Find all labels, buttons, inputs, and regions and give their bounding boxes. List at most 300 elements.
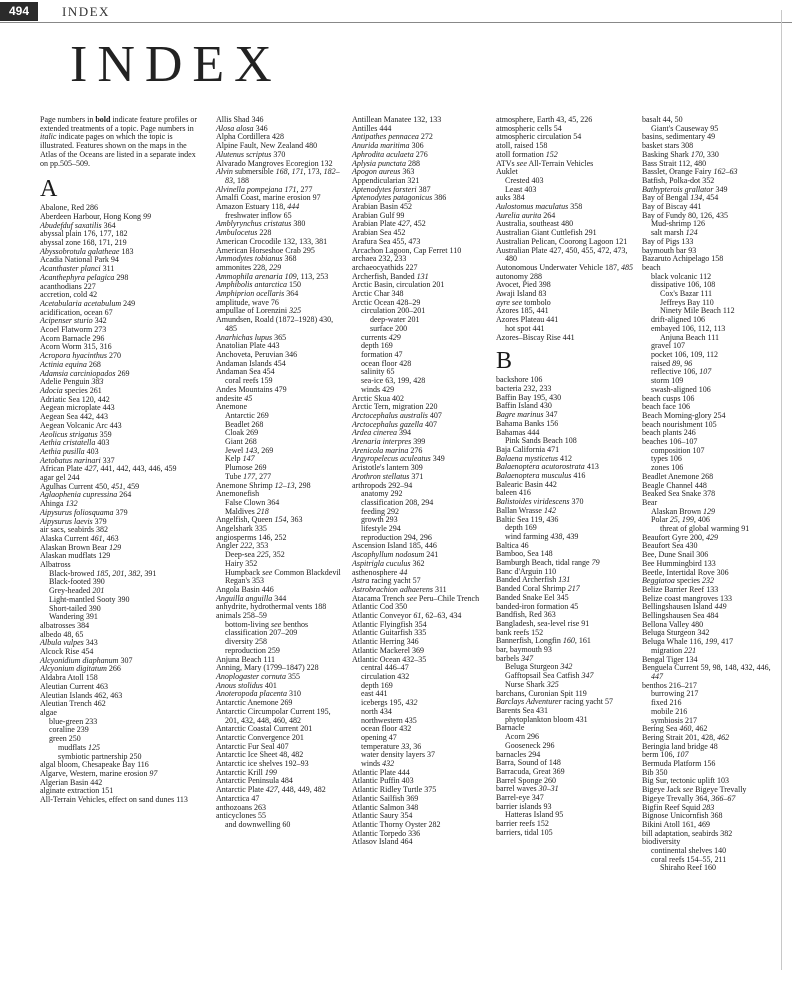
index-subentry: Hairy 352 (225, 558, 258, 568)
index-entry: Antarctic Anemone 269 (216, 698, 293, 708)
index-entry: Acanthaster planci 311 (40, 264, 115, 274)
index-entry: African Plate 427, 441, 442, 443, 446, 459 (40, 464, 177, 474)
index-entry: Bellona Valley 480 (642, 619, 704, 629)
index-entry: Acadia National Park 94 (40, 255, 119, 265)
index-entry: barchans, Curonian Spit 119 (496, 688, 587, 698)
index-entry: Bermuda Platform 156 (642, 759, 716, 769)
index-entry: Atlantic Herring 346 (352, 637, 419, 647)
index-entry: Baltica 46 (496, 540, 529, 550)
index-entry: benthos 216–217 (642, 680, 697, 690)
index-entry: Bazaruto Achipelago 158 (642, 254, 724, 264)
index-entry: Adriatic Sea 120, 442 (40, 394, 110, 404)
index-entry: Albula vulpes 343 (40, 638, 98, 648)
index-entry: Atlantic Thorny Oyster 282 (352, 819, 441, 829)
index-subentry: sea-ice 63, 199, 428 (361, 376, 426, 386)
index-entry: Ammophila arenaria 109, 113, 253 (216, 271, 329, 281)
index-subentry: and downwelling 60 (225, 819, 291, 829)
index-entry: Acipenser sturio 342 (40, 316, 107, 326)
index-entry: Aipysurus foliosquama 379 (40, 507, 128, 517)
index-entry: Bib 350 (642, 767, 668, 777)
index-entry: Bikini Atoll 161, 469 (642, 819, 711, 829)
index-subentry: Antarctic 269 (225, 410, 269, 420)
index-subentry: currents 429 (361, 332, 401, 342)
index-entry: Ascension Island 185, 446 (352, 541, 437, 551)
index-entry: Balaenoptera musculus 416 (496, 471, 586, 481)
index-entry: Bass Strait 112, 480 (642, 158, 707, 168)
index-entry: Beluga Whale 116, 199, 417 (642, 637, 734, 647)
index-entry: Bannerfish, Longfin 160, 161 (496, 636, 591, 646)
index-entry: Abalone, Red 286 (40, 203, 98, 213)
index-entry: auks 384 (496, 193, 525, 203)
index-entry: Anemone Shrimp 12–13, 298 (216, 480, 311, 490)
index-subentry: depth 169 (505, 523, 537, 533)
index-subentry: feeding 292 (361, 506, 399, 516)
index-entry: Arabian Sea 452 (352, 228, 406, 238)
index-entry: Atlantic Ocean 432–35 (352, 654, 427, 664)
index-entry: alginate extraction 151 (40, 786, 114, 796)
index-subentry: Humpback see Common Blackdevil (225, 567, 341, 577)
index-entry: Anatolian Plate 443 (216, 341, 280, 351)
index-entry: acidification, ocean 67 (40, 307, 113, 317)
index-entry: abyssal plain 176, 177, 182 (40, 229, 128, 239)
index-entry: Ambulocetus 228 (216, 228, 272, 238)
index-entry: atoll, raised 158 (496, 141, 548, 151)
index-entry: Bee Hummingbird 133 (642, 558, 716, 568)
index-entry: Azores Plateau 441 (496, 315, 559, 325)
index-entry: Algarve, Western, marine erosion 97 (40, 768, 158, 778)
index-entry: Beadlet Anemone 268 (642, 471, 714, 481)
index-subentry: depth 169 (361, 680, 393, 690)
section-letter-a: A (40, 176, 58, 203)
index-subentry: Beluga Sturgeon 342 (505, 662, 573, 672)
index-entry: Arctocephalus gazella 407 (352, 419, 438, 429)
index-subentry: symbiosis 217 (651, 715, 698, 725)
page-title: INDEX (70, 36, 282, 93)
index-entry: Arctic Basin, circulation 201 (352, 280, 445, 290)
index-entry: Anemonefish (216, 489, 260, 499)
index-entry: beach (642, 262, 661, 272)
index-column-2 (216, 116, 346, 830)
index-entry: barriers, tidal 105 (496, 827, 553, 837)
index-column-1 (40, 116, 202, 805)
index-entry: Arenicola marina 276 (352, 445, 423, 455)
index-entry: Bay of Bengal 134, 454 (642, 193, 719, 203)
index-entry: archaeocyathids 227 (352, 262, 418, 272)
index-subentry: Giant 268 (225, 437, 257, 447)
index-subentry: threat of global warming 91 (660, 524, 750, 534)
index-entry: Antarctica 47 (216, 793, 260, 803)
section-letter-b: B (496, 348, 513, 375)
index-entry: Australia, southeast 480 (496, 219, 574, 229)
index-subentry: Mud-shrimp 126 (651, 219, 705, 229)
index-subentry: embayed 106, 112, 113 (651, 323, 726, 333)
index-entry: Alaskan Brown Bear 129 (40, 542, 122, 552)
index-entry: abyssal zone 168, 171, 219 (40, 238, 127, 248)
index-entry: Acetabularia acetabulum 249 (40, 298, 136, 308)
index-entry: Atlantic Salmon 348 (352, 802, 419, 812)
index-subentry: Pink Sands Beach 108 (505, 436, 577, 446)
index-entry: Atlantic Saury 354 (352, 811, 413, 821)
index-subentry: anatomy 292 (361, 489, 403, 499)
index-entry: Aptenodytes patagonicus 386 (352, 193, 447, 203)
entry-list (642, 116, 782, 873)
index-entry: Arcachon Lagoon, Cap Ferret 110 (352, 245, 462, 255)
index-entry: albedo 48, 65 (40, 629, 84, 639)
index-subentry: freshwater inflow 65 (225, 210, 292, 220)
index-entry: Amundsen, Roald (1872–1928) 430, 485 (216, 315, 334, 333)
index-entry: banded-iron formation 45 (496, 601, 579, 611)
index-subentry: circulation 432 (361, 672, 410, 681)
index-entry: Atlantic Torpedo 336 (352, 828, 421, 838)
index-entry: Alaskan mudflats 129 (40, 551, 111, 561)
index-entry: Aeolicus strigatus 359 (40, 429, 112, 439)
index-subentry: False Clown 364 (225, 497, 280, 507)
page-number: 494 (0, 2, 38, 21)
index-entry: atmospheric circulation 54 (496, 132, 582, 142)
index-entry: Bignose Unicornfish 368 (642, 811, 723, 821)
index-subentry: Tube 177, 277 (225, 471, 272, 481)
index-entry: Antilles 444 (352, 123, 392, 133)
entry-list (496, 116, 641, 342)
index-entry: Baffin Island 430 (496, 401, 552, 411)
index-entry: Antarctic Fur Seal 407 (216, 741, 289, 751)
index-entry: Arenaria interpres 399 (352, 437, 426, 447)
index-entry: Aspitrigla cuculus 362 (352, 558, 425, 568)
index-entry: Agulhas Current 450, 451, 459 (40, 481, 140, 491)
index-entry: Bahamas 444 (496, 427, 540, 437)
index-entry: Beagle Channel 448 (642, 480, 707, 490)
index-entry: Bellingshausen Sea 484 (642, 611, 719, 621)
index-entry: Angelshark 335 (216, 524, 267, 534)
index-entry: Barra, Sound of 148 (496, 758, 561, 768)
index-entry: Alvinella pompejana 171, 277 (216, 184, 313, 194)
index-entry: Antarctic Circumpolar Current 195, 201, 432, 448, 460, 482 (216, 706, 331, 725)
index-subentry: zones 106 (651, 463, 684, 473)
index-subentry: Kelp 147 (225, 454, 255, 464)
index-entry: Atlantic Ridley Turtle 375 (352, 785, 437, 795)
index-entry: Bering Sea 460, 462 (642, 724, 708, 734)
index-entry: Aleutian Current 463 (40, 681, 108, 691)
index-entry: Antarctic Ice Sheet 48, 482 (216, 750, 304, 760)
index-entry: atoll formation 152 (496, 149, 558, 159)
index-entry: Beetle, Intertidal Rove 306 (642, 567, 729, 577)
index-entry: Australian Plate 427, 450, 455, 472, 473, 480 (496, 245, 628, 264)
index-entry: air sacs, seabirds 382 (40, 525, 108, 535)
index-subentry: lifestyle 294 (361, 524, 401, 534)
index-entry: Aethia pusilla 403 (40, 446, 99, 456)
index-subentry: ocean floor 432 (361, 724, 412, 734)
entry-list (216, 116, 346, 830)
index-entry: ATVs see All-Terrain Vehicles (496, 158, 594, 168)
index-entry: Bagre marinus 347 (496, 410, 558, 420)
index-entry: Atlantic Guitarfish 335 (352, 628, 427, 638)
index-entry: Beaufort Gyre 200, 429 (642, 532, 718, 542)
index-entry: albatrosses 384 (40, 620, 90, 630)
index-entry: Antarctic Krill 199 (216, 767, 277, 777)
index-entry: Atlantic Mackerel 369 (352, 645, 424, 655)
index-subentry: northwestern 435 (361, 715, 417, 725)
index-entry: Alutenus scriptus 370 (216, 149, 286, 159)
index-entry: Antarctic Convergence 201 (216, 732, 304, 742)
index-entry: Arctic Tern, migration 220 (352, 402, 438, 412)
index-subentry: gravel 107 (651, 341, 685, 351)
index-entry: agar gel 244 (40, 473, 80, 483)
index-entry: Atlantic Flyingfish 354 (352, 619, 427, 629)
index-entry: All-Terrain Vehicles, effect on sand dunes 113 (40, 795, 188, 805)
index-subentry: coraline 239 (49, 725, 89, 735)
index-entry: Adocia species 261 (40, 385, 102, 395)
index-entry: ampullae of Lorenzini 325 (216, 306, 302, 316)
index-entry: Alosa alosa 346 (216, 123, 268, 133)
index-column-3 (352, 116, 489, 847)
index-entry: Alcyonidium diaphanum 307 (40, 655, 133, 665)
index-entry: Acanthephyra pelagica 298 (40, 272, 129, 282)
index-entry: Beggiatoa species 232 (642, 576, 714, 586)
index-subentry: Gafftopsail Sea Catfish 347 (505, 671, 594, 681)
index-entry: Big Sur, tectonic uplift 103 (642, 776, 730, 786)
index-column-4 (496, 116, 641, 838)
index-entry: Banded Archerfish 131 (496, 575, 571, 585)
index-subentry: reflective 106, 107 (651, 367, 712, 377)
index-entry: Aegean microplate 443 (40, 403, 115, 413)
index-subentry: Gooseneck 296 (505, 740, 555, 750)
index-subentry: Alaskan Brown 129 (651, 506, 715, 516)
index-subentry: mobile 216 (651, 706, 688, 716)
index-subentry: burrowing 217 (651, 689, 699, 699)
index-entry: Azores–Biscay Rise 441 (496, 332, 575, 342)
index-subentry: Shiraho Reef 160 (660, 863, 716, 873)
running-head: INDEX (62, 4, 110, 19)
index-entry: Bathypterois grallator 349 (642, 184, 728, 194)
index-subentry: types 106 (651, 454, 682, 464)
index-entry: bank reefs 152 (496, 627, 544, 637)
index-subentry: deep-water 201 (370, 315, 420, 325)
index-entry: Anurida maritima 306 (352, 141, 424, 151)
index-entry: Aristotle's lantern 309 (352, 463, 423, 473)
index-subentry: Beadlet 268 (225, 419, 264, 429)
index-entry: barnacles 294 (496, 749, 541, 759)
index-entry: Barrel Sponge 260 (496, 775, 556, 785)
index-entry: andesite 45 (216, 393, 253, 403)
index-entry: autonomy 288 (496, 271, 542, 281)
index-entry: Alvarado Mangroves Ecoregion 132 (216, 158, 333, 168)
index-entry: animals 258–59 (216, 611, 267, 621)
index-entry: beach cusps 106 (642, 393, 695, 403)
index-entry: archaea 232, 233 (352, 254, 407, 264)
index-entry: Arabian Gulf 99 (352, 210, 405, 220)
index-entry: Atlantic Cod 350 (352, 602, 408, 612)
index-entry: barbels 347 (496, 653, 534, 663)
index-entry: Bigeye Jack see Bigeye Trevally (642, 785, 747, 795)
index-entry: Atlantic Plate 444 (352, 767, 410, 777)
index-entry: Balaena mysticetus 412 (496, 453, 572, 463)
index-entry: Anjuna Beach 111 (216, 654, 275, 664)
index-entry: Angola Basin 446 (216, 584, 274, 594)
index-subentry: Hatteras Island 95 (505, 810, 564, 820)
index-entry: Bay of Fundy 80, 126, 435 (642, 210, 728, 220)
index-entry: Aleutian Islands 462, 463 (40, 690, 123, 700)
index-entry: Acropora hyacinthus 270 (40, 351, 122, 361)
index-entry: Allis Shad 346 (216, 115, 264, 124)
index-subentry: growth 293 (361, 515, 398, 525)
index-entry: Arctic Char 348 (352, 289, 404, 299)
index-entry: Aleutian Trench 462 (40, 699, 106, 709)
index-entry: Acorn Barnacle 296 (40, 333, 105, 343)
index-subentry: Cox's Bazar 111 (660, 289, 712, 299)
index-entry: beach plants 246 (642, 428, 696, 438)
index-subentry: migration 221 (651, 645, 697, 655)
index-entry: Bellingshausen Island 449 (642, 602, 727, 612)
index-entry: Atlantic Sailfish 369 (352, 793, 419, 803)
index-entry: Alaska Current 461, 463 (40, 533, 119, 543)
index-entry: Basslet, Orange Fairy 162–63 (642, 167, 738, 177)
index-subentry: Least 403 (505, 184, 537, 194)
index-entry: Ammodytes tobianus 368 (216, 254, 297, 264)
index-entry: Bandfish, Red 363 (496, 610, 556, 620)
intro-paragraph: Page numbers in bold indicate feature profiles or extended treatments of a topic. Page numbers in italic indicate pages on which the topic is illustrated. Features shown on the maps in the Atlas of the Oceans are listed in a separate index on pp.505–509. (40, 115, 198, 168)
index-entry: Astra racing yacht 57 (352, 576, 421, 586)
index-entry: amplitude, wave 76 (216, 297, 279, 307)
index-entry: anthozoans 263 (216, 802, 266, 812)
index-entry: Alpine Fault, New Zealand 480 (216, 141, 318, 151)
index-subentry: water density layers 37 (361, 750, 435, 760)
index-subentry: continental shelves 140 (651, 846, 727, 856)
index-entry: Antillean Manatee 132, 133 (352, 115, 442, 124)
index-entry: basket stars 308 (642, 141, 694, 151)
index-entry: Anguilla anguilla 344 (216, 593, 287, 603)
index-entry: Arothron stellatus 371 (352, 471, 424, 481)
index-entry: Angelfish, Queen 154, 363 (216, 515, 303, 525)
index-entry: Baffin Bay 195, 430 (496, 392, 562, 402)
index-subentry: reproduction 259 (225, 645, 280, 655)
index-entry: Australian Pelican, Coorong Lagoon 121 (496, 236, 628, 246)
index-entry: Bee, Dune Snail 306 (642, 550, 709, 560)
index-entry: Barclays Adventurer racing yacht 57 (496, 697, 613, 707)
index-entry: accretion, cold 42 (40, 290, 98, 300)
index-entry: asthenosphere 44 (352, 567, 408, 577)
index-entry: Banded Coral Shrimp 217 (496, 584, 580, 594)
index-entry: beaches 106–107 (642, 437, 698, 447)
index-subentry: hot spot 441 (505, 323, 545, 333)
index-entry: acanthodians 227 (40, 281, 96, 291)
index-entry: Arabian Plate 427, 452 (352, 219, 426, 229)
index-subentry: Jewel 143, 269 (225, 445, 274, 455)
index-entry: barrier reefs 152 (496, 819, 549, 829)
index-entry: Andaman Sea 454 (216, 367, 275, 377)
index-subentry: Cloak 269 (225, 428, 259, 438)
index-entry: Arafura Sea 455, 473 (352, 236, 421, 246)
index-entry: Anemone (216, 402, 248, 412)
index-entry: Antarctic ice shelves 192–93 (216, 759, 309, 769)
index-entry: Apogon aureus 363 (352, 167, 415, 177)
index-subentry: ocean floor 428 (361, 358, 412, 368)
index-entry: Actinia equina 268 (40, 359, 101, 369)
index-subentry: central 446–47 (361, 663, 409, 673)
index-entry: Bay of Biscay 441 (642, 202, 702, 212)
index-entry: anticyclones 55 (216, 811, 266, 821)
index-entry: barrier islands 93 (496, 801, 552, 811)
index-entry: Atacama Trench see Peru–Chile Trench (352, 593, 480, 603)
index-entry: Amphiprion ocellaris 364 (216, 289, 299, 299)
index-entry: Avocet, Pied 398 (496, 280, 551, 290)
index-subentry: classification 208, 294 (361, 497, 434, 507)
index-entry: Bangladesh, sea-level rise 91 (496, 618, 590, 628)
index-subentry: surface 200 (370, 323, 408, 333)
index-entry: Beluga Sturgeon 342 (642, 628, 710, 638)
index-subentry: coral reefs 159 (225, 376, 273, 386)
index-subentry: blue-green 233 (49, 716, 98, 726)
index-entry: Andes Mountains 479 (216, 384, 287, 394)
index-entry: Amazon Estuary 118, 444 (216, 202, 300, 212)
index-subentry: Maldives 218 (225, 506, 269, 516)
index-entry: Ascophyllum nodosum 241 (352, 550, 439, 560)
index-subentry: coral reefs 154–55, 211 (651, 854, 727, 864)
index-entry: Alpha Cordillera 428 (216, 132, 284, 142)
index-subentry: green 250 (49, 734, 81, 744)
index-entry: anhydrite, hydrothermal vents 188 (216, 602, 327, 612)
index-entry: algal bloom, Chesapeake Bay 116 (40, 760, 149, 770)
index-subentry: mudflats 125 (58, 742, 100, 752)
index-entry: Antipathes pennacea 272 (352, 132, 433, 142)
index-subentry: icebergs 195, 432 (361, 698, 418, 708)
index-entry: Antarctic Coastal Current 201 (216, 724, 313, 734)
index-entry: Andaman Islands 454 (216, 358, 286, 368)
index-entry: Belize Barrier Reef 133 (642, 584, 719, 594)
index-entry: Balistoides viridescens 370 (496, 497, 584, 507)
index-entry: Autonomous Underwater Vehicle 187, 485 (496, 262, 633, 272)
index-subentry: Black-browed 185, 201, 382, 391 (49, 568, 157, 578)
index-entry: Ardea cinerea 394 (352, 428, 411, 438)
index-entry: Ballan Wrasse 142 (496, 505, 556, 515)
index-entry: Beringia land bridge 48 (642, 741, 718, 751)
index-subentry: salt marsh 124 (651, 228, 698, 238)
index-subentry: circulation 200–201 (361, 306, 426, 316)
index-entry: Beaked Sea Snake 378 (642, 489, 716, 499)
index-subentry: Grey-headed 201 (49, 586, 105, 596)
index-entry: baymouth bar 93 (642, 245, 697, 255)
index-entry: Alcock Rise 454 (40, 647, 94, 657)
index-subentry: dissipative 106, 108 (651, 280, 716, 290)
index-entry: Awaji Island 83 (496, 289, 547, 299)
index-subentry: temperature 33, 36 (361, 741, 422, 751)
index-subentry: salinity 65 (361, 367, 395, 377)
index-entry: Balaenoptera acutorostrata 413 (496, 462, 599, 472)
index-entry: Abyssobrotula galatheae 183 (40, 246, 134, 256)
index-subentry: winds 432 (361, 759, 395, 769)
index-entry: Belize coast mangroves 133 (642, 593, 732, 603)
index-subentry: Black-footed 390 (49, 577, 105, 587)
index-subentry: opening 47 (361, 732, 397, 742)
index-entry: Aplysia punctata 288 (352, 158, 420, 168)
index-subentry: Acorn 296 (505, 732, 539, 742)
index-entry: bacteria 232, 233 (496, 383, 552, 393)
index-entry: Abudefduf saxatilis 364 (40, 220, 116, 230)
index-subentry: Polar 25, 199, 406 (651, 515, 710, 525)
index-entry: Archerfish, Banded 131 (352, 271, 429, 281)
index-entry: Batfish, Polka-dot 352 (642, 175, 715, 185)
index-entry: Adelie Penguin 383 (40, 377, 104, 387)
index-entry: Barrel-eye 347 (496, 793, 544, 803)
index-entry: Anning, Mary (1799–1847) 228 (216, 663, 319, 673)
index-entry: atmosphere, Earth 43, 45, 226 (496, 115, 593, 124)
index-subentry: black volcanic 112 (651, 271, 712, 281)
index-entry: Amalfi Coast, marine erosion 97 (216, 193, 321, 203)
index-subentry: Regan's 353 (225, 576, 264, 586)
index-entry: bill adaptation, seabirds 382 (642, 828, 733, 838)
index-entry: basalt 44, 50 (642, 115, 683, 124)
index-entry: biodiversity (642, 837, 681, 847)
index-entry: basins, sedimentary 49 (642, 132, 716, 142)
